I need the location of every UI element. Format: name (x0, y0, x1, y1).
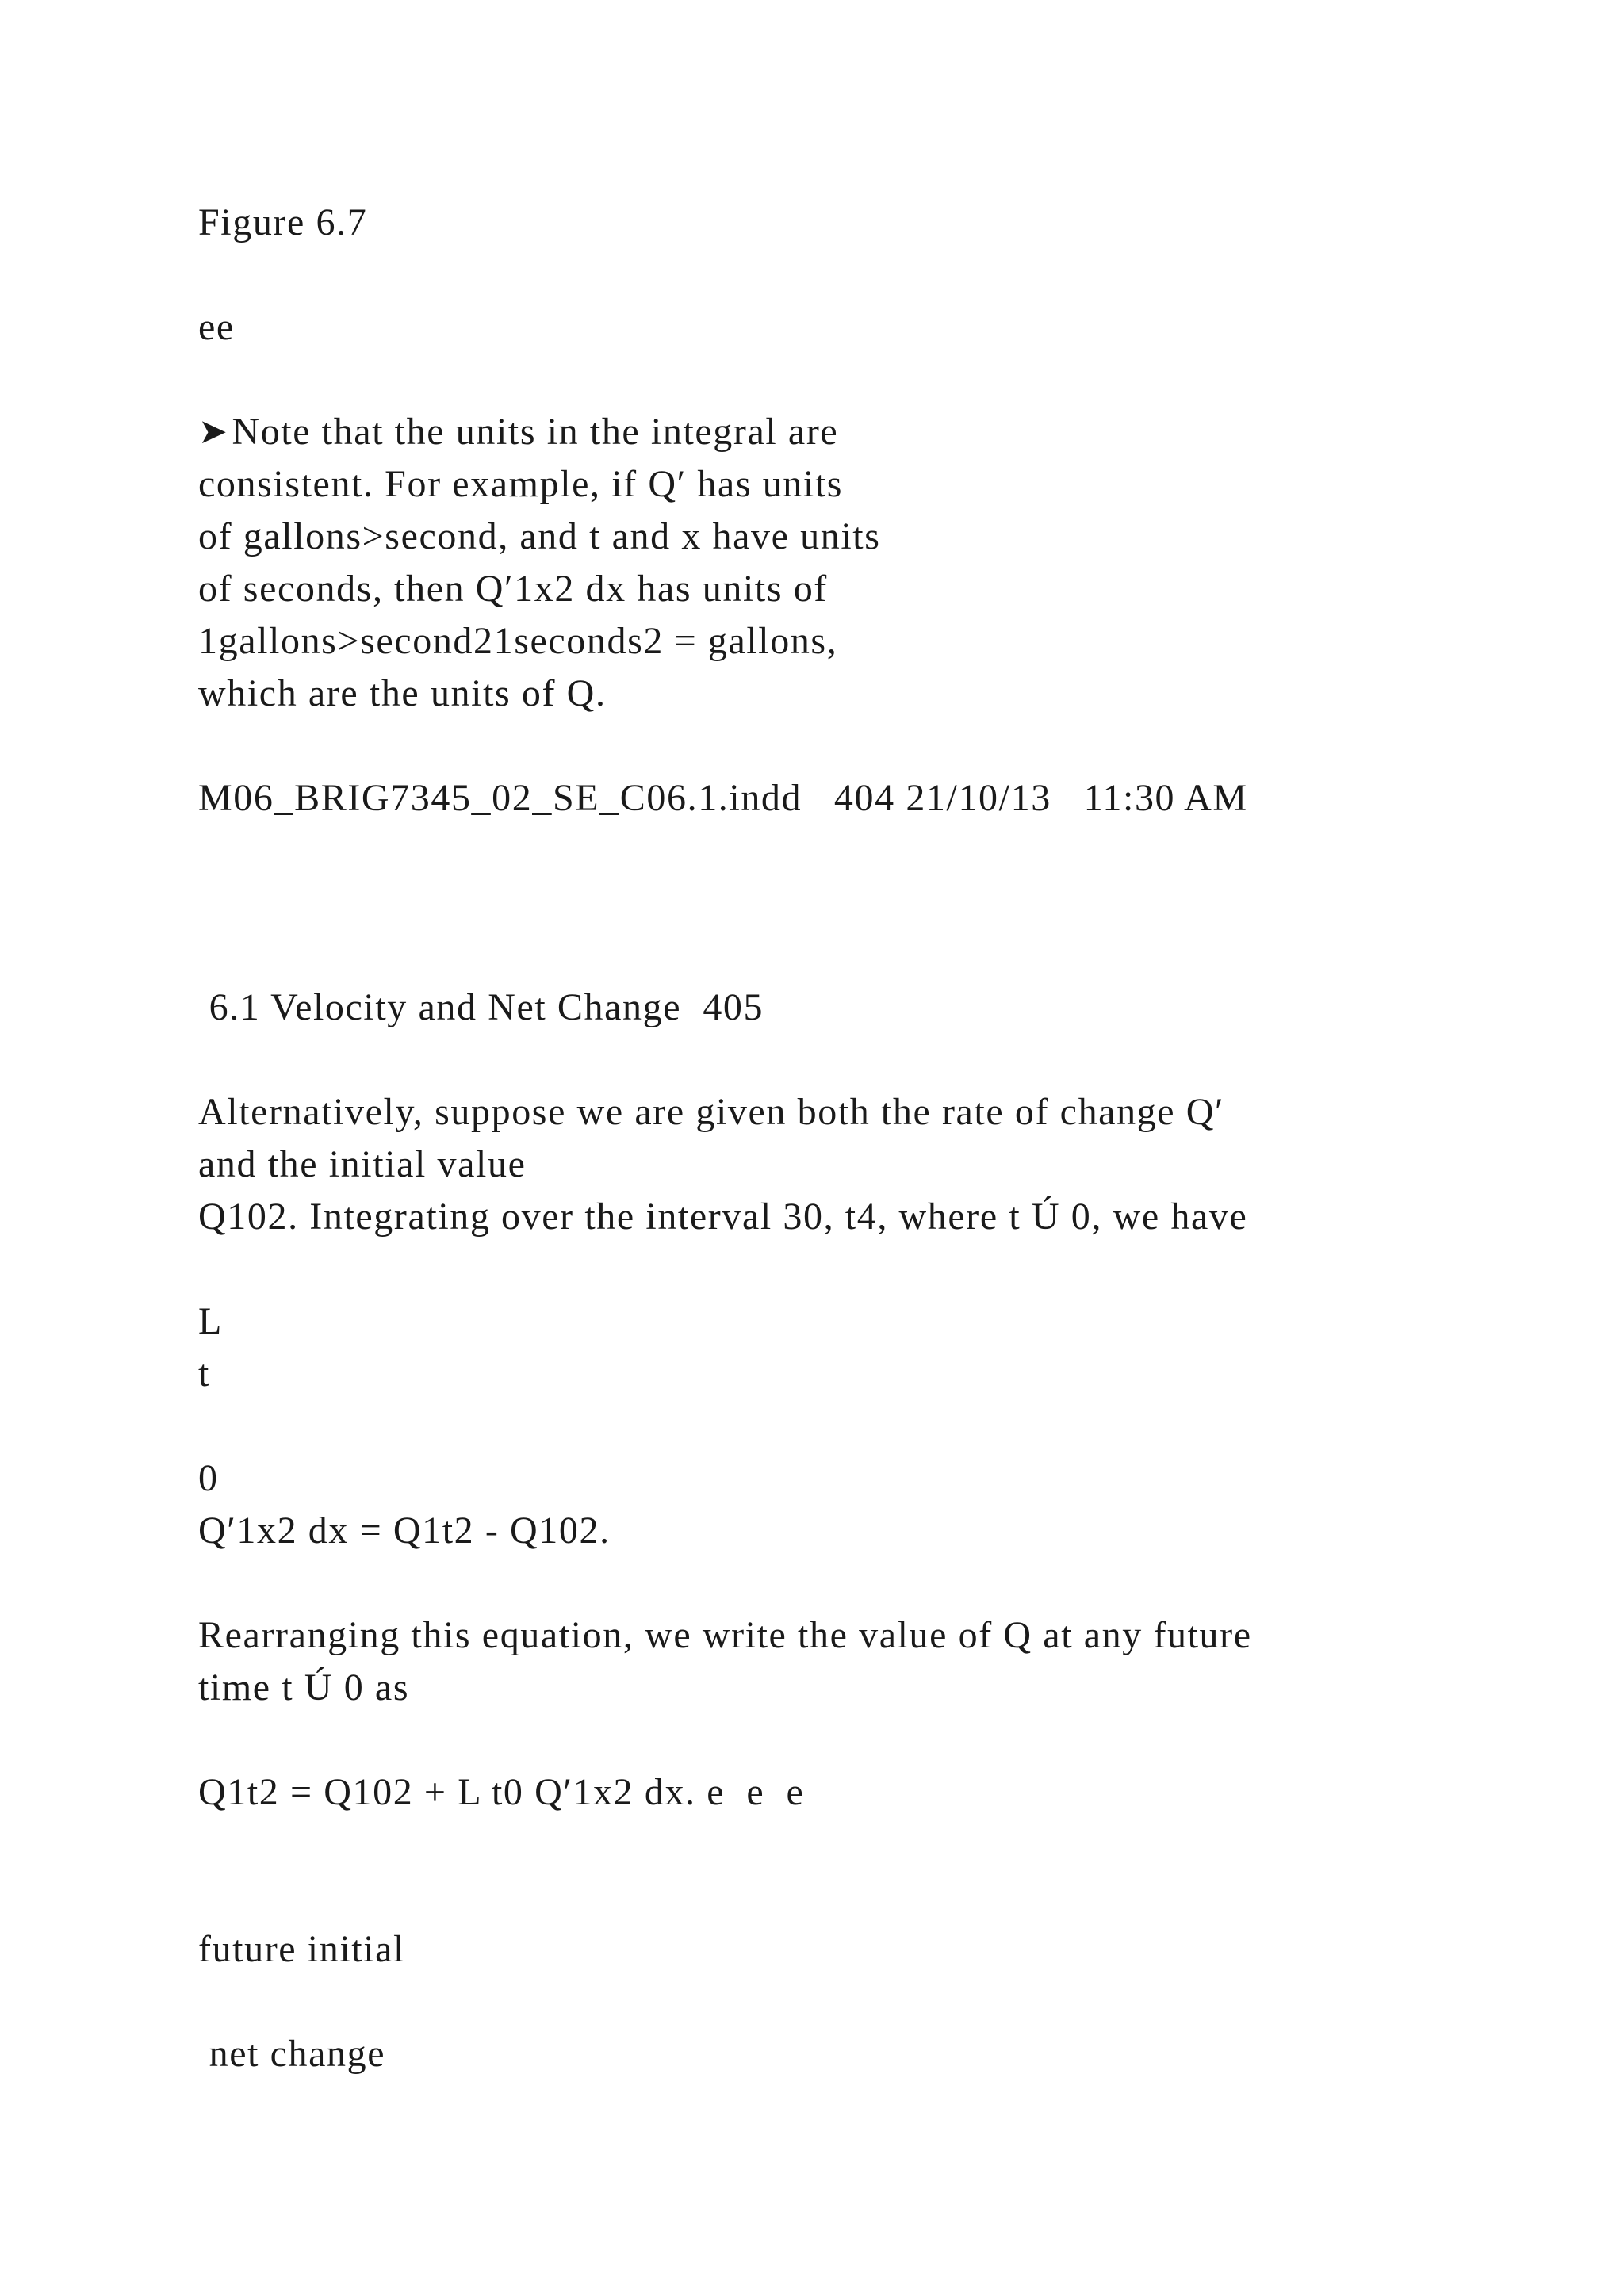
integral-symbol: L (198, 1300, 223, 1342)
margin-note-line-4: of seconds, then Q′1x2 dx has units of (198, 568, 828, 610)
margin-note-line-3: of gallons>second, and t and x have units (198, 515, 881, 557)
margin-note-text-1: Note that the units in the integral are (232, 411, 839, 453)
equation-1: Q′1x2 dx = Q1t2 - Q102. (198, 1510, 611, 1552)
brace-label-net-change: net change (198, 2033, 386, 2075)
paragraph-1-line-2: and the initial value (198, 1143, 527, 1185)
margin-note-line-2: consistent. For example, if Q′ has units (198, 463, 844, 505)
arrow-bullet-icon: ➤ (198, 411, 229, 452)
ee-fragment: ee (198, 306, 235, 348)
equation-2: Q1t2 = Q102 + L t0 Q′1x2 dx. e e e (198, 1771, 805, 1813)
running-header: 6.1 Velocity and Net Change 405 (198, 986, 764, 1028)
paragraph-2-line-1: Rearranging this equation, we write the value of Q at any future (198, 1614, 1252, 1656)
paragraph-1-line-3: Q102. Integrating over the interval 30, t4, where t Ú 0, we have (198, 1196, 1248, 1238)
brace-labels-future-initial: future initial (198, 1928, 405, 1970)
margin-note-line-6: which are the units of Q. (198, 672, 607, 714)
integral-upper-limit: t (198, 1353, 210, 1395)
margin-note-line-1 (198, 406, 838, 458)
paragraph-1-line-1: Alternatively, suppose we are given both the rate of change Q′ (198, 1091, 1225, 1133)
figure-label: Figure 6.7 (198, 201, 368, 243)
file-slug: M06_BRIG7345_02_SE_C06.1.indd 404 21/10/13 11:30 AM (198, 777, 1248, 819)
margin-note-line-5: 1gallons>second21seconds2 = gallons, (198, 620, 838, 662)
integral-lower-limit: 0 (198, 1457, 219, 1499)
paragraph-2-line-2: time t Ú 0 as (198, 1667, 410, 1709)
